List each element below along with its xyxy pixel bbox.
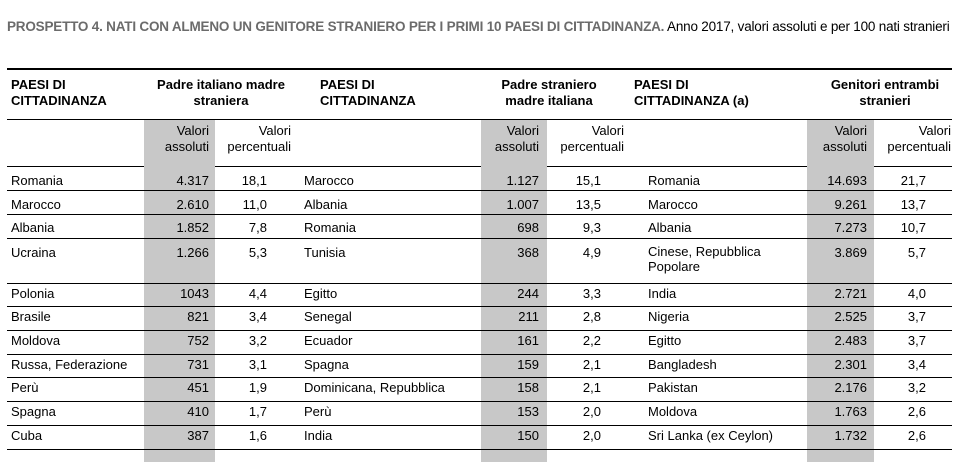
table-cell-a2: 158 [517,380,539,395]
subheader-pct-3: Valori percentuali [887,123,951,154]
table-cell-a3: 9.261 [834,197,867,212]
table-cell-c1: Polonia [11,286,55,301]
data-table [7,0,952,462]
row-rule [7,354,952,355]
table-cell-p1: 11,0 [242,197,267,212]
table-cell-a3: 14.693 [827,173,867,188]
table-cell-c3: Bangladesh [648,357,717,372]
header-group-3: Genitori entrambi stranieri [830,77,940,108]
header-group-2: Padre straniero madre italiana [501,77,597,108]
table-cell-c2: Egitto [304,286,338,301]
table-cell-c1: Brasile [11,309,51,324]
table-cell-a3: 2.301 [834,357,867,372]
table-cell-c1: Perù [11,380,39,395]
table-cell-p2: 9,3 [582,220,601,235]
table-top-rule [7,68,952,70]
table-cell-c3: Pakistan [648,380,698,395]
table-cell-p1: 3,4 [248,309,267,324]
table-cell-c2: Perù [304,404,332,419]
table-cell-c3: Egitto [648,333,682,348]
table-cell-c2: India [304,428,333,443]
row-rule [7,306,952,307]
table-cell-a1: 1043 [180,286,209,301]
table-cell-p1: 1,7 [248,404,267,419]
row-rule [7,283,952,284]
table-cell-p3: 2,6 [907,428,926,443]
table-cell-p3: 13,7 [900,197,926,212]
table-cell-c2: Tunisia [304,245,346,260]
table-cell-c1: Romania [11,173,64,188]
table-cell-p3: 3,7 [907,309,926,324]
table-cell-a1: 1.852 [176,220,209,235]
table-cell-p2: 2,0 [582,404,601,419]
table-cell-p2: 13,5 [575,197,601,212]
table-cell-p3: 3,4 [907,357,926,372]
table-cell-a3: 1.763 [834,404,867,419]
table-cell-c2: Marocco [304,173,354,188]
table-cell-p2: 2,1 [582,380,601,395]
table-cell-c1: Ucraina [11,245,56,260]
header-country-3: PAESI DI CITTADINANZA (a) [634,77,749,108]
table-cell-p1: 3,1 [248,357,267,372]
table-cell-c2: Romania [304,220,357,235]
table-cell-p3: 2,6 [907,404,926,419]
table-cell-c1: Marocco [11,197,61,212]
table-cell-a1: 821 [187,309,209,324]
table-cell-a1: 4.317 [176,173,209,188]
table-cell-p1: 1,9 [248,380,267,395]
table-cell-a1: 387 [187,428,209,443]
table-cell-p1: 3,2 [248,333,267,348]
table-cell-c3: Cinese, Repubblica Popolare [648,244,761,274]
row-rule [7,449,952,450]
subheader-abs-2: Valori assoluti [494,123,539,154]
table-cell-p2: 2,2 [582,333,601,348]
table-cell-a2: 244 [517,286,539,301]
table-cell-c3: Moldova [648,404,698,419]
table-cell-a1: 1.266 [176,245,209,260]
table-cell-a1: 731 [187,357,209,372]
table-cell-p1: 5,3 [248,245,267,260]
table-cell-c3: Romania [648,173,701,188]
table-cell-p1: 1,6 [248,428,267,443]
table-cell-a2: 161 [517,333,539,348]
subheader-pct-2: Valori percentuali [560,123,624,154]
row-rule [7,214,952,215]
table-cell-p3: 21,7 [900,173,926,188]
table-cell-c1: Albania [11,220,55,235]
table-cell-c2: Dominicana, Repubblica [304,380,445,395]
row-rule [7,401,952,402]
table-cell-c3: Nigeria [648,309,690,324]
table-cell-a2: 368 [517,245,539,260]
table-cell-p2: 2,0 [582,428,601,443]
table-title-lead: PROSPETTO 4. NATI CON ALMENO UN GENITORE STRANIERO PER I PRIMI 10 PAESI DI CITTADINANZA. [7,19,665,34]
table-cell-c2: Senegal [304,309,352,324]
table-cell-c1: Moldova [11,333,61,348]
table-cell-c2: Ecuador [304,333,353,348]
table-cell-a1: 2.610 [176,197,209,212]
header-country-2: PAESI DI CITTADINANZA [320,77,416,108]
table-cell-a2: 211 [518,309,539,324]
table-cell-a1: 451 [187,380,209,395]
table-cell-a2: 1.127 [506,173,539,188]
table-cell-a1: 752 [187,333,209,348]
table-cell-a3: 7.273 [834,220,867,235]
header-country-1: PAESI DI CITTADINANZA [11,77,107,108]
table-cell-c1: Cuba [11,428,43,443]
table-cell-a3: 2.525 [834,309,867,324]
table-cell-a2: 159 [517,357,539,372]
table-cell-a2: 153 [517,404,539,419]
table-cell-p2: 3,3 [582,286,601,301]
table-cell-p2: 15,1 [575,173,601,188]
table-cell-a3: 2.483 [834,333,867,348]
table-cell-a3: 2.176 [834,380,867,395]
table-cell-c2: Spagna [304,357,349,372]
table-cell-a2: 1.007 [506,197,539,212]
table-cell-a3: 1.732 [834,428,867,443]
table-cell-p3: 4,0 [907,286,926,301]
table-cell-c3: Sri Lanka (ex Ceylon) [648,428,773,443]
table-cell-a2: 150 [517,428,539,443]
subheader-abs-1: Valori assoluti [164,123,209,154]
table-cell-c2: Albania [304,197,348,212]
table-cell-p1: 7,8 [248,220,267,235]
table-cell-a3: 2.721 [834,286,867,301]
row-rule [7,238,952,239]
table-cell-c3: Albania [648,220,692,235]
table-cell-c3: Marocco [648,197,698,212]
table-cell-p3: 5,7 [907,245,926,260]
table-title-rest: Anno 2017, valori assoluti e per 100 nati stranieri [664,19,950,34]
table-cell-a1: 410 [187,404,209,419]
subheader-abs-3: Valori assoluti [822,123,867,154]
table-cell-c1: Spagna [11,404,56,419]
row-rule [7,377,952,378]
row-rule [7,190,952,191]
row-rule [7,330,952,331]
table-cell-a2: 698 [517,220,539,235]
table-cell-p3: 3,2 [907,380,926,395]
header-group-1: Padre italiano madre straniera [157,77,285,108]
table-cell-c1: Russa, Federazione [11,357,128,372]
table-cell-p2: 2,8 [582,309,601,324]
table-cell-p2: 2,1 [582,357,601,372]
subheader-pct-1: Valori percentuali [227,123,291,154]
table-cell-a3: 3.869 [834,245,867,260]
table-cell-p2: 4,9 [582,245,601,260]
table-cell-p1: 18,1 [241,173,267,188]
table-cell-p3: 3,7 [907,333,926,348]
table-cell-p3: 10,7 [900,220,926,235]
table-cell-c3: India [648,286,677,301]
row-rule [7,425,952,426]
table-cell-p1: 4,4 [248,286,267,301]
